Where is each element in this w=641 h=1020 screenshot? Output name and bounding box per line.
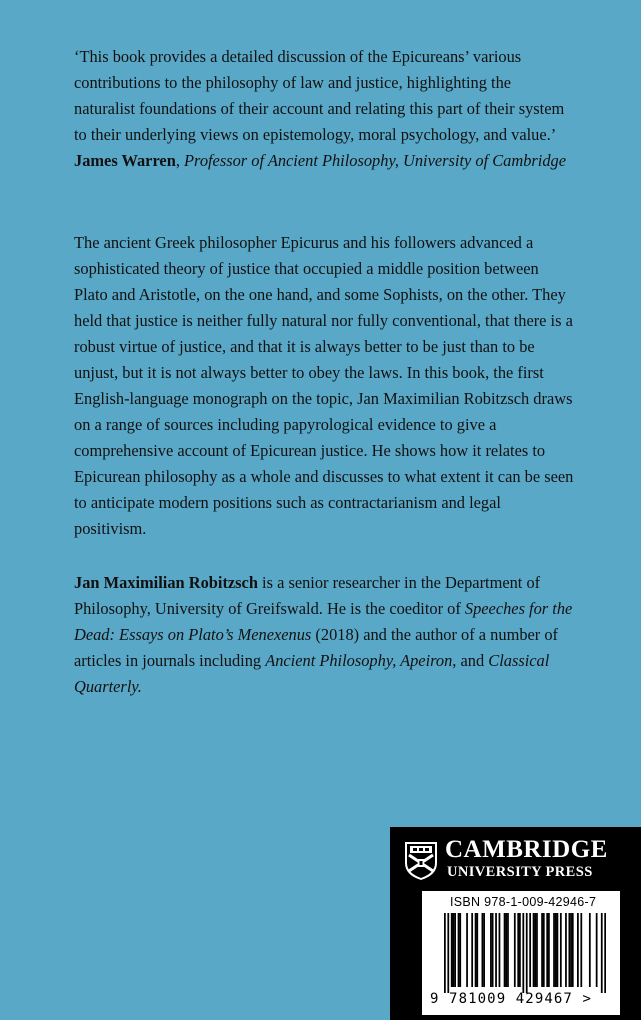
barcode-bar [546, 913, 548, 987]
barcode-bar [517, 913, 519, 987]
barcode-bar [560, 913, 562, 987]
barcode-bar [570, 913, 572, 987]
barcode-bar [577, 913, 579, 987]
barcode-bar [451, 913, 453, 987]
barcode-bar [483, 913, 485, 987]
barcode-bar [492, 913, 494, 987]
barcode-bar [534, 913, 536, 987]
bio-text-3: and [456, 651, 489, 670]
barcode-bar [482, 913, 484, 987]
barcode-bar [568, 913, 570, 987]
endorser-title: Professor of Ancient Philosophy, University of Cambridge [184, 151, 566, 170]
endorsement-attribution [74, 148, 574, 174]
barcode-bar [454, 913, 456, 987]
bio-book-title: Speeches for the Dead: Essays on Plato’s Menexenus [74, 599, 573, 644]
barcode-bar [514, 913, 516, 987]
barcode-bar [453, 913, 455, 987]
barcode-bar [541, 913, 543, 987]
barcode-bar [572, 913, 574, 987]
endorser-separator: , [175, 151, 185, 170]
barcode-bar [499, 913, 501, 987]
barcode-bar [543, 913, 545, 987]
barcode-panel [422, 891, 620, 1015]
barcode-bar [555, 913, 557, 987]
barcode-bar [533, 913, 535, 987]
barcode-image [444, 913, 606, 993]
barcode-bar [444, 913, 446, 993]
barcode-bar [604, 913, 606, 993]
barcode-bar [495, 913, 497, 987]
barcode-digits: 9 781009 429467 > [430, 991, 592, 1007]
barcode-bar [519, 913, 521, 987]
bio-journals-2: Classical Quarterly. [74, 651, 550, 696]
barcode-bar [475, 913, 477, 987]
barcode-bar [548, 913, 550, 987]
barcode-bar [589, 913, 591, 987]
barcode-bar [526, 913, 528, 993]
barcode-bar [471, 913, 473, 987]
barcode-bar [601, 913, 603, 993]
barcode-bar [505, 913, 507, 987]
barcode-bar [580, 913, 582, 987]
barcode-bar [565, 913, 567, 987]
endorsement-block [74, 44, 574, 174]
barcode-bar [458, 913, 460, 987]
isbn-label: ISBN 978-1-009-42946-7 [450, 895, 597, 909]
bio-text [74, 570, 574, 700]
bio-text-1: is a senior researcher in the Department of Philosophy, University of Greifswald. He is the coeditor of [74, 573, 541, 618]
endorser-name: James Warren [74, 151, 176, 170]
barcode-bar [504, 913, 506, 987]
publisher-subname: UNIVERSITY PRESS [447, 864, 593, 880]
barcode-bar [536, 913, 538, 987]
barcode-bar [507, 913, 509, 987]
barcode-bar [522, 913, 524, 993]
cambridge-crest-icon [404, 841, 438, 881]
publisher-box [390, 827, 641, 1020]
author-bio [74, 570, 574, 700]
book-description [74, 230, 574, 542]
barcode-bar [596, 913, 598, 987]
bio-text-2: (2018) and the author of a number of articles in journals including [74, 625, 559, 670]
bio-journals-1: Ancient Philosophy, Apeiron, [265, 651, 457, 670]
barcode-bar [476, 913, 478, 987]
barcode-bar [529, 913, 531, 987]
barcode-bar [459, 913, 461, 987]
barcode-bar [557, 913, 559, 987]
barcode-bar [466, 913, 468, 987]
publisher-name: CAMBRIDGE [445, 836, 608, 863]
barcode-bar [490, 913, 492, 987]
description-text: The ancient Greek philosopher Epicurus and his followers advanced a sophisticated theory of justice that occupied a middle position between Plato and Aristotle, on the one hand, and some Sophists, on the other. They held that justice is neither fully natural nor fully conventional, that there is a robust virtue of justice, and that it is always better to be just than to be unjust, but it is not always better to obey the laws. In this book, the first English-language monograph on the topic, Jan Maximilian Robitzsch draws on a range of sources including papyrological evidence to give a comprehensive account of Epicurean justice. He shows how it relates to Epicurean philosophy as a whole and discusses to what extent it can be seen to anticipate modern positions such as contractarianism and legal positivism. [74, 233, 574, 538]
barcode-bar [447, 913, 449, 993]
bio-author-name: Jan Maximilian Robitzsch [74, 573, 258, 592]
endorsement-quote: ‘This book provides a detailed discussion of the Epicureans’ various contributions to the philosophy of law and justice, highlighting the naturalist foundations of their account and relating this part of their system to their underlying views on epistemology, moral psychology, and value.’ [74, 47, 565, 144]
barcode-bar [553, 913, 555, 987]
